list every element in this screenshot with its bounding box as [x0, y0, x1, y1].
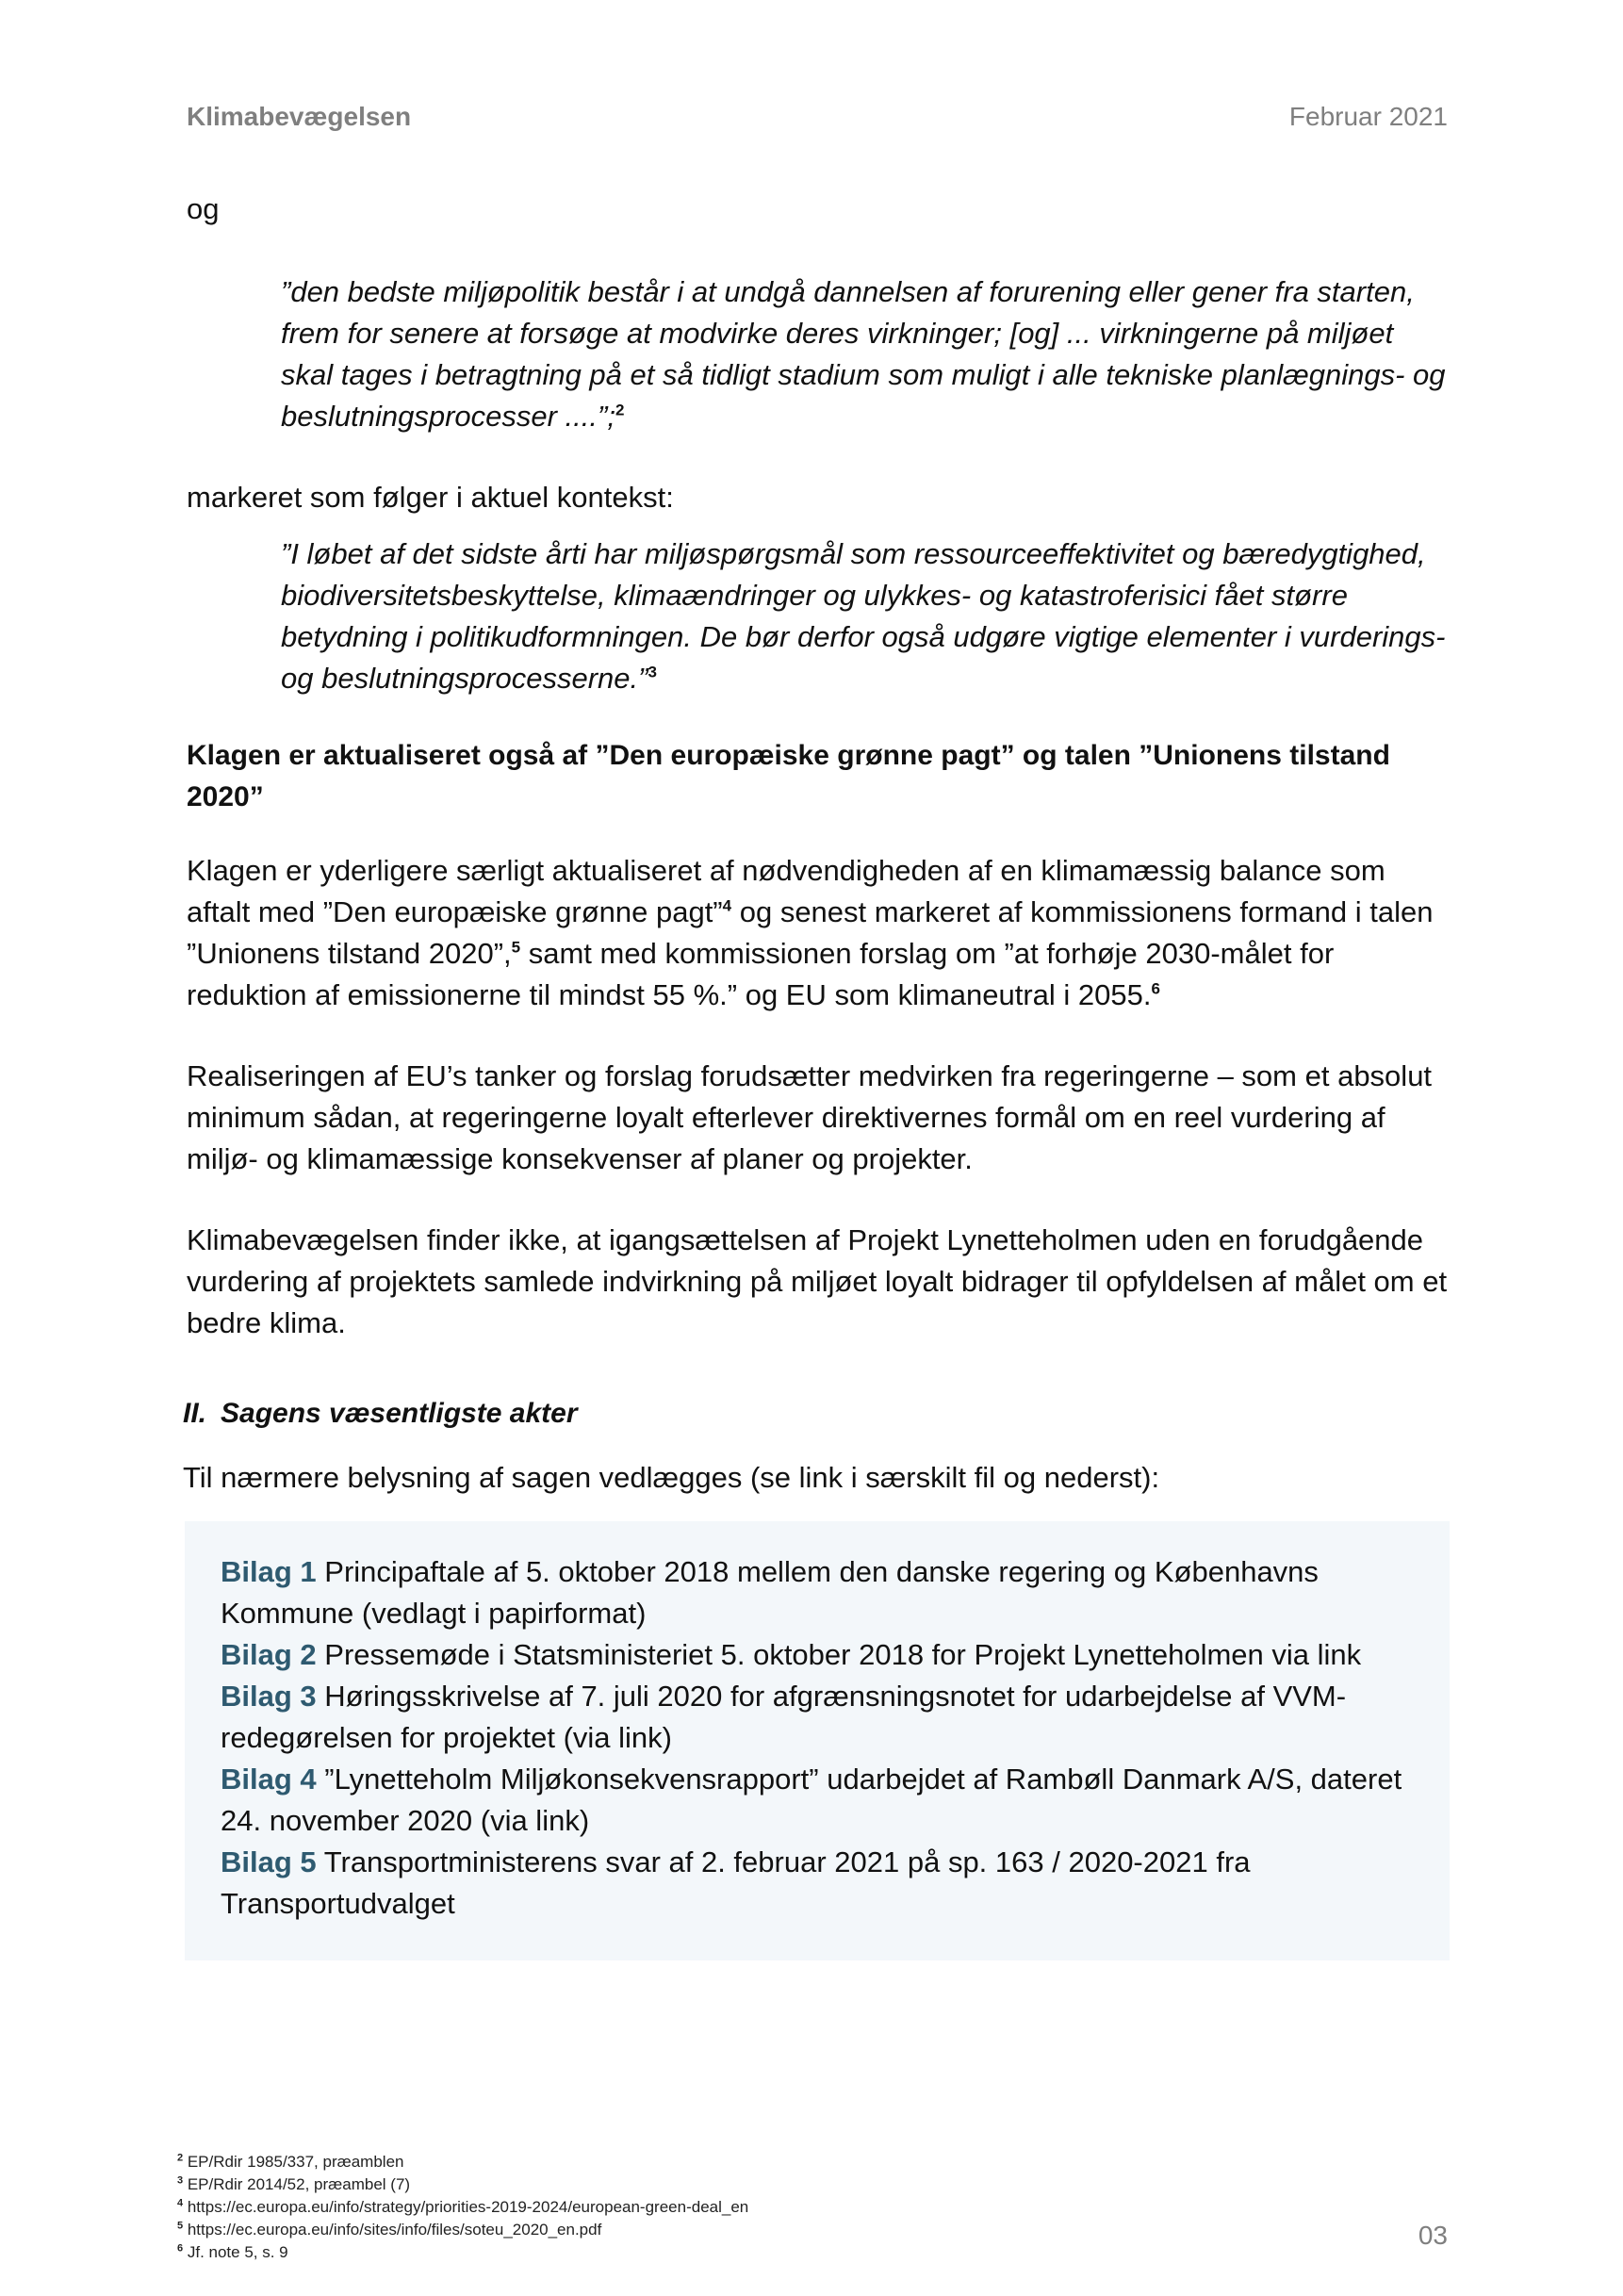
- paragraph-1-part-1: Klagen er yderligere særligt aktualiseret af nødvendigheden af en klimamæssig balance som aftalt med ”Den europæiske grønne pagt”: [187, 854, 1385, 928]
- paragraph-1-part-2: og senest markeret af kommissionens formand i talen ”Unionens tilstand 2020”,: [187, 895, 1434, 970]
- annex-item-1: [221, 1551, 1414, 1634]
- footnote-ref-5[interactable]: 5: [511, 938, 521, 957]
- annex-label-3[interactable]: Bilag 3: [221, 1680, 317, 1713]
- header-organization: Klimabevægelsen: [187, 102, 412, 131]
- paragraph-og: og: [187, 192, 220, 225]
- footnote-4: [177, 2196, 1214, 2219]
- paragraph-1-part-3: samt med kommissionen forslag om ”at forhøje 2030-målet for reduktion af emissionerne til mindst 55 %.” og EU som klimaneutral i 2055.: [187, 937, 1335, 1011]
- annex-intro: Til nærmere belysning af sagen vedlægges (se link i særskilt fil og nederst):: [183, 1461, 1160, 1494]
- footnote-3: [177, 2173, 1214, 2196]
- footnote-ref-2[interactable]: 2: [615, 401, 625, 419]
- footnote-link-4[interactable]: https://ec.europa.eu/info/strategy/priorities-2019-2024/european-green-deal_en: [183, 2198, 749, 2216]
- section-title: Sagens væsentligste akter: [221, 1398, 578, 1429]
- annex-item-2: [221, 1634, 1414, 1676]
- header-date: Februar 2021: [1288, 102, 1448, 131]
- footnote-text-3: EP/Rdir 2014/52, præambel (7): [183, 2175, 411, 2193]
- footnote-marker-6: 6: [177, 2242, 184, 2255]
- annex-text-1: Principaftale af 5. oktober 2018 mellem den danske regering og Københavns Kommune (vedlagt i papirformat): [221, 1555, 1319, 1630]
- subheading: Klagen er aktualiseret også af ”Den europæiske grønne pagt” og talen ”Unionens tilstand 2020”: [187, 740, 1390, 812]
- quote-2: [281, 533, 1450, 699]
- annex-label-5[interactable]: Bilag 5: [221, 1845, 317, 1878]
- paragraph-1: [187, 850, 1450, 1016]
- paragraph-3: Klimabevægelsen finder ikke, at igangsættelsen af Projekt Lynetteholmen uden en forudgående vurdering af projektets samlede indvirkning på miljøet loyalt bidrager til opfyldelsen af målet om et bedre klima.: [187, 1223, 1448, 1339]
- annex-item-4: [221, 1759, 1414, 1842]
- footnote-link-5[interactable]: https://ec.europa.eu/info/sites/info/files/soteu_2020_en.pdf: [183, 2221, 602, 2239]
- annex-list: [185, 1521, 1450, 1960]
- paragraph-marked: markeret som følger i aktuel kontekst:: [187, 481, 674, 514]
- footnote-marker-5: 5: [177, 2220, 184, 2232]
- footnotes: [177, 2151, 1214, 2264]
- annex-item-5: [221, 1842, 1414, 1925]
- annex-text-5: Transportministerens svar af 2. februar 2021 på sp. 163 / 2020-2021 fra Transportudvalget: [221, 1845, 1251, 1920]
- quote-1-text: ”den bedste miljøpolitik består i at undgå dannelsen af forurening eller gener fra starten, frem for senere at forsøge at modvirke deres virkninger; [og] ... virkningerne på miljøet skal tages i betragtning på et så tidligt stadium som muligt i alle tekniske planlægnings- og beslutningsprocesser ....”;: [281, 275, 1446, 433]
- paragraph-2: Realiseringen af EU’s tanker og forslag forudsætter medvirken fra regeringerne – som et absolut minimum sådan, at regeringerne loyalt efterlever direktivernes formål om en reel vurdering af miljø- og klimamæssige konsekvenser af planer og projekter.: [187, 1059, 1433, 1175]
- quote-2-text: ”I løbet af det sidste årti har miljøspørgsmål som ressourceeffektivitet og bæredygtighed, biodiversitetsbeskyttelse, klimaændringer og ulykkes- og katastroferisici fået større betydning i politikudformningen. De bør derfor også udgøre vigtige elementer i vurderings- og beslutningsprocesserne.”: [281, 537, 1446, 695]
- footnote-marker-2: 2: [177, 2152, 184, 2164]
- quote-1: [281, 271, 1450, 437]
- section-heading: [183, 1393, 1450, 1435]
- annex-text-4: ”Lynetteholm Miljøkonsekvensrapport” udarbejdet af Rambøll Danmark A/S, dateret 24. november 2020 (via link): [221, 1763, 1402, 1837]
- page-content: [183, 189, 1450, 1960]
- footnote-text-2: EP/Rdir 1985/337, præamblen: [183, 2153, 404, 2171]
- footnote-ref-6[interactable]: 6: [1151, 979, 1160, 998]
- annex-label-2[interactable]: Bilag 2: [221, 1638, 317, 1671]
- annex-label-4[interactable]: Bilag 4: [221, 1763, 317, 1796]
- footnote-5: [177, 2219, 1214, 2241]
- annex-label-1[interactable]: Bilag 1: [221, 1555, 317, 1588]
- footnote-text-6: Jf. note 5, s. 9: [183, 2243, 288, 2261]
- annex-item-3: [221, 1676, 1414, 1759]
- footnote-ref-3[interactable]: 3: [648, 663, 657, 681]
- footnote-marker-3: 3: [177, 2174, 184, 2187]
- annex-text-3: Høringsskrivelse af 7. juli 2020 for afgrænsningsnotet for udarbejdelse af VVM-redegørelsen for projektet (via link): [221, 1680, 1347, 1754]
- footnote-ref-4[interactable]: 4: [722, 896, 732, 915]
- footnote-marker-4: 4: [177, 2197, 184, 2209]
- page-number: 03: [1418, 2221, 1448, 2250]
- annex-text-2: Pressemøde i Statsministeriet 5. oktober 2018 for Projekt Lynetteholmen via link: [316, 1638, 1362, 1671]
- footnote-6: [177, 2241, 1214, 2264]
- section-number: II.: [183, 1398, 207, 1429]
- footnote-2: [177, 2151, 1214, 2173]
